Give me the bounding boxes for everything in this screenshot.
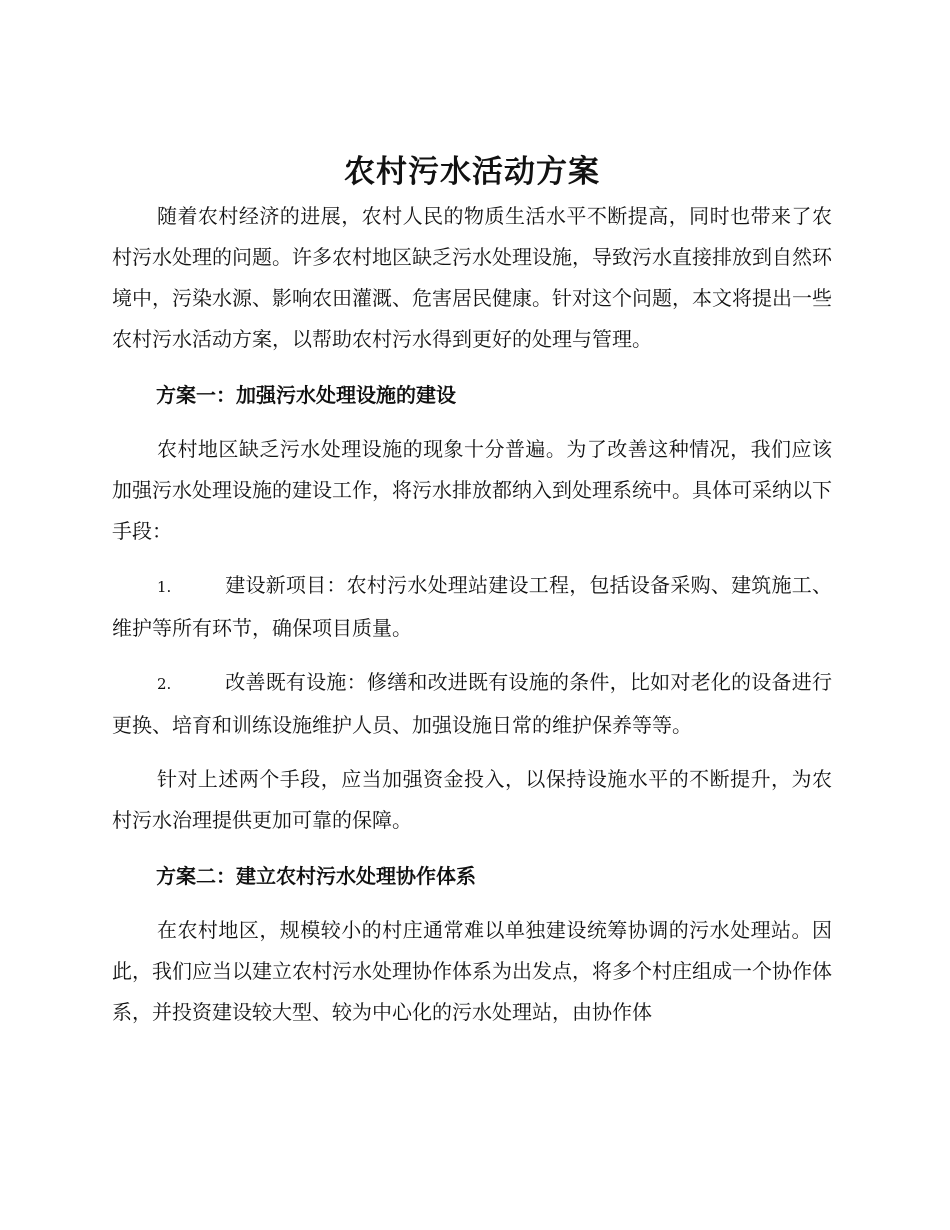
document-page (112, 150, 832, 1033)
section2-paragraph: 在农村地区，规模较小的村庄通常难以单独建设统筹协调的污水处理站。因此，我们应当以建立农村污水处理协作体系为出发点，将多个村庄组成一个协作体系，并投资建设较大型、较为中心化的污水处理站，由协作体 (112, 918, 832, 1024)
section2-heading: 方案二：建立农村污水处理协作体系 (156, 864, 476, 888)
list-item-text: 改善既有设施：修缮和改进既有设施的条件，比如对老化的设备进行更换、培育和训练设施维护人员、加强设施日常的维护保养等等。 (112, 670, 832, 737)
section1-heading: 方案一：加强污水处理设施的建设 (156, 383, 456, 407)
document-title: 农村污水活动方案 (344, 154, 600, 190)
list-item-1 (112, 565, 832, 649)
section1-paragraph: 农村地区缺乏污水处理设施的现象十分普遍。为了改善这种情况，我们应该加强污水处理设施的建设工作，将污水排放都纳入到处理系统中。具体可采纳以下手段： (112, 437, 832, 543)
list-number: 2. (157, 675, 172, 693)
list-item-text: 建设新项目：农村污水处理站建设工程，包括设备采购、建筑施工、维护等所有环节，确保项目质量。 (112, 573, 832, 640)
intro-paragraph: 随着农村经济的进展，农村人民的物质生活水平不断提高，同时也带来了农村污水处理的问题。许多农村地区缺乏污水处理设施，导致污水直接排放到自然环境中，污染水源、影响农田灌溉、危害居民健康。针对这个问题，本文将提出一些农村污水活动方案，以帮助农村污水得到更好的处理与管理。 (112, 204, 832, 351)
list-item-2 (112, 662, 832, 746)
list-number: 1. (157, 578, 172, 596)
section1-closing-paragraph: 针对上述两个手段，应当加强资金投入，以保持设施水平的不断提升，为农村污水治理提供更加可靠的保障。 (112, 767, 832, 832)
